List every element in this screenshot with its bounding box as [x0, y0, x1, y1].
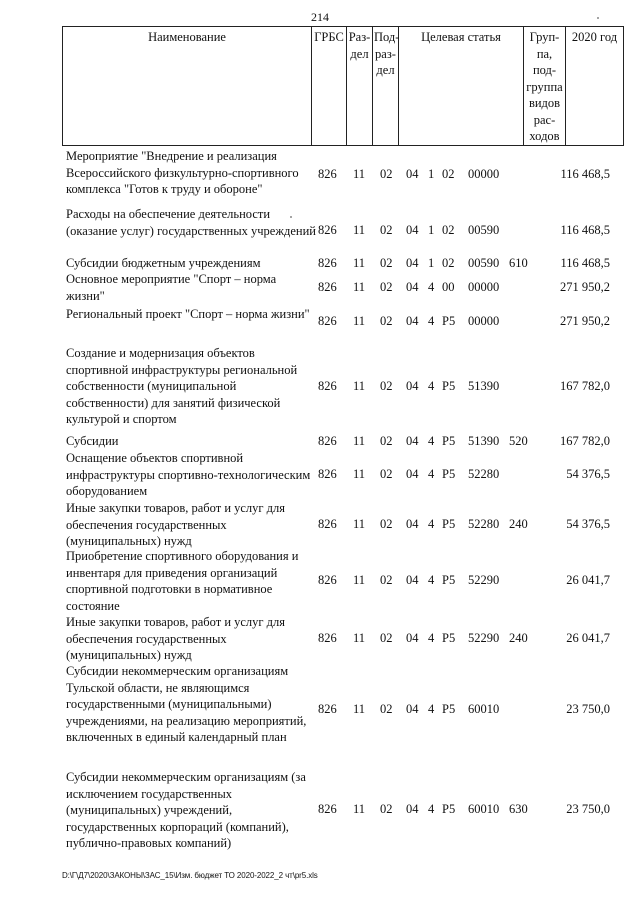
- row-name: Субсидии некоммерческим организациям (за исключением государственных (муниципальных) учреждений, государственных корпораций (компаний), публично-правовых компаний): [66, 770, 306, 850]
- row-t4: 51390: [468, 434, 500, 448]
- row-sum: 54 376,5: [566, 467, 610, 481]
- row-rz: 11: [353, 467, 366, 481]
- row-sum: 23 750,0: [566, 802, 610, 816]
- row-sum: 167 782,0: [560, 434, 610, 448]
- row-prz: 02: [380, 434, 393, 448]
- row-t2: 4: [428, 802, 435, 816]
- header-name: Наименование: [63, 27, 312, 146]
- row-t1: 04: [406, 517, 419, 531]
- row-rz: 11: [353, 256, 366, 270]
- row-name: Субсидии бюджетным учреждениям: [66, 256, 261, 270]
- row-t2: 4: [428, 467, 435, 481]
- row-t1: 04: [406, 573, 419, 587]
- row-t2: 1: [428, 256, 435, 270]
- row-t3: 02: [442, 256, 455, 270]
- row-rz: 11: [353, 802, 366, 816]
- row-t3: P5: [442, 434, 456, 448]
- row-sum: 116 468,5: [560, 223, 610, 237]
- row-prz: 02: [380, 631, 393, 645]
- row-rz: 11: [353, 314, 366, 328]
- scan-speck: [290, 216, 292, 218]
- row-rz: 11: [353, 702, 366, 716]
- row-t3: P5: [442, 631, 456, 645]
- row-prz: 02: [380, 223, 393, 237]
- row-sum: 54 376,5: [566, 517, 610, 531]
- row-t4: 60010: [468, 802, 500, 816]
- row-t3: 00: [442, 280, 455, 294]
- row-prz: 02: [380, 517, 393, 531]
- row-name: Основное мероприятие "Спорт – норма жизни": [66, 272, 277, 303]
- header-expense-group: Груп- па, под- группа видов рас- ходов: [524, 27, 566, 146]
- row-t1: 04: [406, 702, 419, 716]
- header-razdel: Раз- дел: [347, 27, 373, 146]
- row-t2: 1: [428, 223, 435, 237]
- row-t2: 4: [428, 434, 435, 448]
- row-name: Создание и модернизация объектов спортивной инфраструктуры региональной собственности (муниципальной собственности) для занятий физической культурой и спортом: [66, 346, 298, 426]
- row-name: Оснащение объектов спортивной инфраструктуры спортивно-технологическим оборудованием: [66, 451, 311, 498]
- row-sum: 23 750,0: [566, 702, 610, 716]
- row-rz: 11: [353, 573, 366, 587]
- row-grbs: 826: [318, 256, 337, 270]
- row-t3: P5: [442, 517, 456, 531]
- row-t4: 00590: [468, 256, 500, 270]
- row-name: Расходы на обеспечение деятельности (оказание услуг) государственных учреждений: [66, 207, 316, 238]
- header-target-article: Целевая статья: [399, 27, 524, 146]
- row-name: Иные закупки товаров, работ и услуг для обеспечения государственных (муниципальных) нужд: [66, 501, 286, 548]
- page-number: 214: [311, 10, 329, 24]
- row-grbs: 826: [318, 314, 337, 328]
- row-prz: 02: [380, 467, 393, 481]
- row-prz: 02: [380, 256, 393, 270]
- row-vr: 520: [509, 434, 528, 448]
- row-t1: 04: [406, 802, 419, 816]
- row-prz: 02: [380, 702, 393, 716]
- row-name: Региональный проект "Спорт – норма жизни": [66, 307, 310, 321]
- row-prz: 02: [380, 802, 393, 816]
- row-t4: 00000: [468, 280, 500, 294]
- row-sum: 271 950,2: [560, 314, 610, 328]
- row-grbs: 826: [318, 802, 337, 816]
- row-t1: 04: [406, 223, 419, 237]
- row-t4: 00000: [468, 167, 500, 181]
- row-t4: 51390: [468, 379, 500, 393]
- header-podrazdel: Под- раз- дел: [373, 27, 399, 146]
- row-grbs: 826: [318, 280, 337, 294]
- row-t3: 02: [442, 223, 455, 237]
- row-t3: P5: [442, 379, 456, 393]
- row-sum: 26 041,7: [566, 631, 610, 645]
- row-t1: 04: [406, 379, 419, 393]
- row-t1: 04: [406, 256, 419, 270]
- row-name: Субсидии некоммерческим организациям Тульской области, не являющимся государственными (муниципальными) учреждениями, на реализацию мероприятий, включенных в единый календарный план: [66, 664, 307, 744]
- row-t4: 00590: [468, 223, 500, 237]
- scan-speck: [597, 17, 599, 19]
- row-prz: 02: [380, 573, 393, 587]
- row-t2: 4: [428, 517, 435, 531]
- row-grbs: 826: [318, 167, 337, 181]
- header-year-2020: 2020 год: [566, 27, 624, 146]
- row-rz: 11: [353, 379, 366, 393]
- row-t3: P5: [442, 467, 456, 481]
- row-vr: 240: [509, 631, 528, 645]
- row-prz: 02: [380, 379, 393, 393]
- row-t1: 04: [406, 314, 419, 328]
- row-grbs: 826: [318, 631, 337, 645]
- row-sum: 116 468,5: [560, 256, 610, 270]
- row-t4: 52280: [468, 467, 500, 481]
- row-t4: 60010: [468, 702, 500, 716]
- row-sum: 116 468,5: [560, 167, 610, 181]
- header-grbs: ГРБС: [312, 27, 347, 146]
- row-grbs: 826: [318, 434, 337, 448]
- row-t2: 4: [428, 573, 435, 587]
- row-prz: 02: [380, 280, 393, 294]
- row-name: Мероприятие "Внедрение и реализация Всероссийского физкультурно-спортивного комплекса "Готов к труду и обороне": [66, 149, 299, 196]
- row-t1: 04: [406, 280, 419, 294]
- row-rz: 11: [353, 631, 366, 645]
- row-vr: 240: [509, 517, 528, 531]
- row-grbs: 826: [318, 379, 337, 393]
- row-t1: 04: [406, 631, 419, 645]
- row-grbs: 826: [318, 517, 337, 531]
- row-grbs: 826: [318, 223, 337, 237]
- row-name: Иные закупки товаров, работ и услуг для обеспечения государственных (муниципальных) нужд: [66, 615, 286, 662]
- row-t4: 52280: [468, 517, 500, 531]
- row-prz: 02: [380, 167, 393, 181]
- row-t4: 52290: [468, 631, 500, 645]
- row-t2: 4: [428, 314, 435, 328]
- row-sum: 167 782,0: [560, 379, 610, 393]
- row-t3: P5: [442, 314, 456, 328]
- row-t3: P5: [442, 573, 456, 587]
- row-t2: 1: [428, 167, 435, 181]
- table-header: [62, 26, 624, 146]
- row-t3: P5: [442, 802, 456, 816]
- row-rz: 11: [353, 167, 366, 181]
- row-t4: 00000: [468, 314, 500, 328]
- row-t2: 4: [428, 280, 435, 294]
- row-vr: 630: [509, 802, 528, 816]
- row-vr: 610: [509, 256, 528, 270]
- row-t2: 4: [428, 631, 435, 645]
- row-grbs: 826: [318, 467, 337, 481]
- row-t3: 02: [442, 167, 455, 181]
- file-path-footer: D:\Г\Д7\2020\ЗАКОНЫ\ЗАС_15\Изм. бюджет ТО 2020-2022_2 чт\pr5.xls: [62, 871, 318, 880]
- row-t1: 04: [406, 434, 419, 448]
- row-rz: 11: [353, 517, 366, 531]
- row-grbs: 826: [318, 702, 337, 716]
- row-rz: 11: [353, 223, 366, 237]
- row-prz: 02: [380, 314, 393, 328]
- row-t3: P5: [442, 702, 456, 716]
- row-t1: 04: [406, 167, 419, 181]
- row-t4: 52290: [468, 573, 500, 587]
- row-t2: 4: [428, 379, 435, 393]
- row-sum: 26 041,7: [566, 573, 610, 587]
- row-grbs: 826: [318, 573, 337, 587]
- row-t1: 04: [406, 467, 419, 481]
- row-sum: 271 950,2: [560, 280, 610, 294]
- row-rz: 11: [353, 434, 366, 448]
- row-name: Субсидии: [66, 434, 119, 448]
- row-rz: 11: [353, 280, 366, 294]
- row-name: Приобретение спортивного оборудования и инвентаря для приведения организаций спортивной подготовки в нормативное состояние: [66, 549, 299, 613]
- row-t2: 4: [428, 702, 435, 716]
